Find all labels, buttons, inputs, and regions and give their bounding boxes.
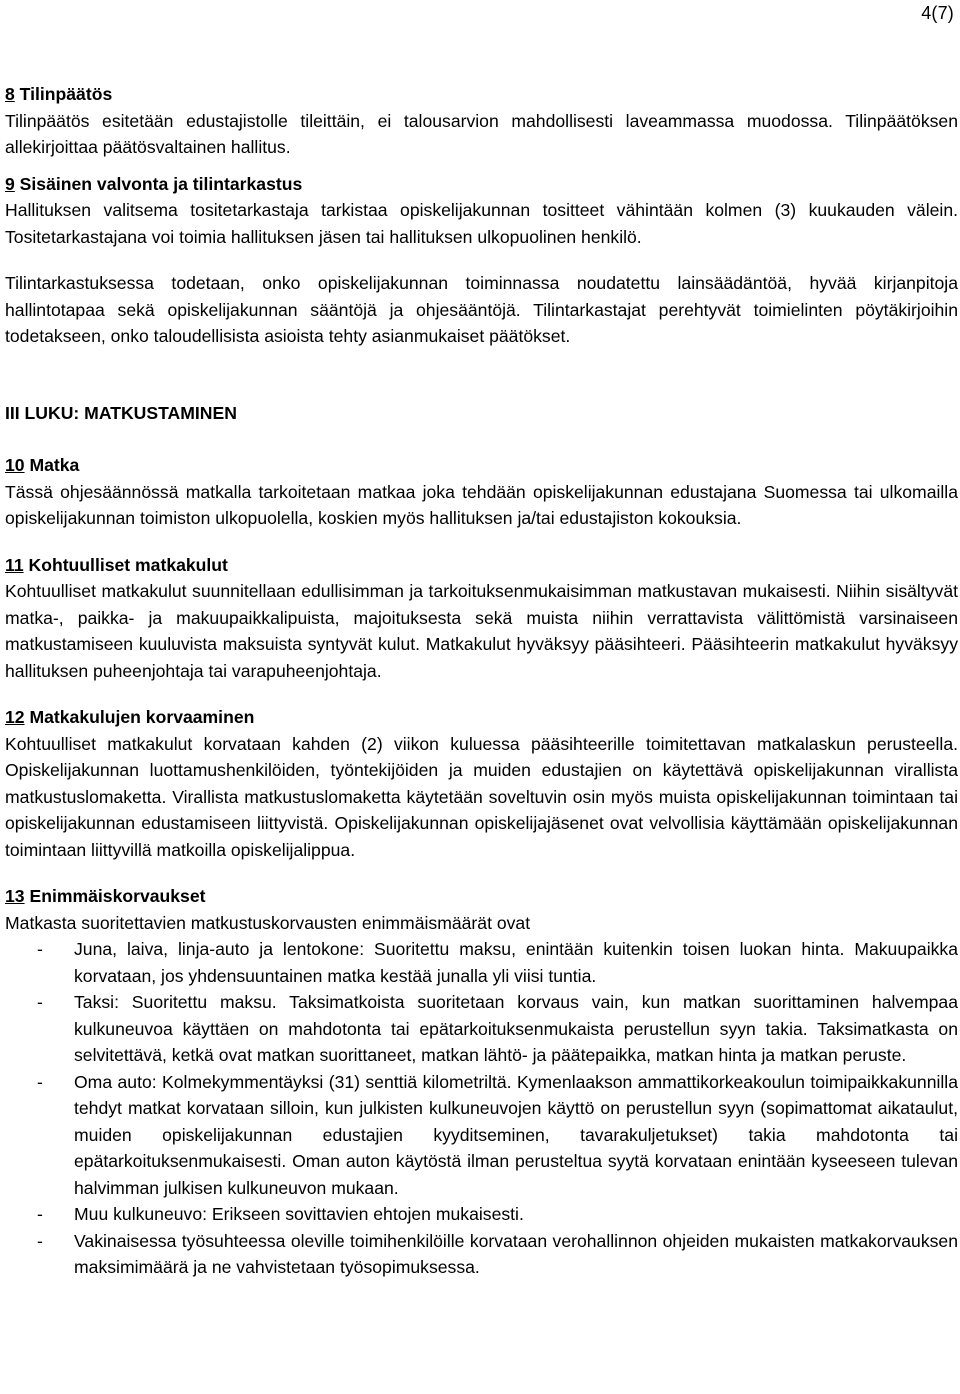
section-12-number: 12 bbox=[5, 707, 25, 727]
section-13-title: Enimmäiskorvaukset bbox=[24, 886, 206, 906]
list-item-text: Muu kulkuneuvo: Erikseen sovittavien ehtojen mukaisesti. bbox=[74, 1204, 524, 1224]
section-9-title: Sisäinen valvonta ja tilintarkastus bbox=[14, 173, 303, 194]
section-8-heading bbox=[5, 81, 958, 108]
list-item-text: Vakinaisessa työsuhteessa oleville toimihenkilöille korvataan verohallinnon ohjeiden mukaisten matkakorvauksen maksimimäärä ja ne vahvistetaan työsopimuksessa. bbox=[74, 1230, 958, 1277]
section-10-title: Matka bbox=[24, 455, 80, 475]
list-item bbox=[5, 1201, 958, 1228]
section-12-body: Kohtuulliset matkakulut korvataan kahden (2) viikon kuluessa pääsihteerille toimitettavan matkalaskun perusteella. Opiskelijakunnan luottamushenkilöiden, työntekijöiden ja muiden edustajien on käytettävä opiskelijakunnan virallista matkustuslomaketta. Virallista matkustuslomaketta käytetään soveltuvin osin myös muista opiskelijakunnan toimintaan tai opiskelijakunnan edustamiseen liittyvistä. Opiskelijakunnan opiskelijajäsenet ovat velvollisia käyttämään opiskelijakunnan toimintaan liittyvillä matkoilla opiskelijalippua. bbox=[5, 733, 958, 860]
list-dash: - bbox=[37, 1204, 43, 1224]
section-13-intro: Matkasta suoritettavien matkustuskorvausten enimmäismäärät ovat bbox=[5, 912, 531, 933]
list-item bbox=[5, 1228, 958, 1281]
section-11-body: Kohtuulliset matkakulut suunnitellaan edullisimman ja tarkoituksenmukaisimman matkustavan mukaisesti. Niihin sisältyvät matka-, paikka- ja makuupaikkalipuista, majoituksesta sekä muista niihin verrattavista välittömistä varsinaiseen matkustamiseen kuuluvista maksuista syntyvät kulut. Matkakulut hyväksyy pääsihteeri. Pääsihteerin matkakulut hyväksyy hallituksen puheenjohtaja tai varapuheenjohtaja. bbox=[5, 581, 958, 681]
document-body bbox=[5, 81, 958, 1281]
chapter-heading: III LUKU: MATKUSTAMINEN bbox=[5, 402, 237, 423]
section-11-heading bbox=[5, 552, 958, 579]
list-item bbox=[5, 989, 958, 1069]
list-item bbox=[5, 1069, 958, 1202]
page-number: 4(7) bbox=[921, 3, 954, 23]
section-9-heading bbox=[5, 171, 958, 198]
section-11-title: Kohtuulliset matkakulut bbox=[23, 554, 228, 575]
list-item-text: Juna, laiva, linja-auto ja lentokone: Suoritettu maksu, enintään kuitenkin toisen luokan hinta. Makuupaikka korvataan, jos yhdensuuntainen matka kestää junalla yli viisi tuntia. bbox=[74, 939, 958, 986]
compensation-list bbox=[5, 936, 958, 1281]
list-item bbox=[5, 936, 958, 989]
section-8-body: Tilinpäätös esitetään edustajistolle tileittäin, ei talousarvion mahdollisesti laveammassa muodossa. Tilinpäätöksen allekirjoittaa päätösvaltainen hallitus. bbox=[5, 110, 958, 157]
section-10-body: Tässä ohjesäännössä matkalla tarkoitetaan matkaa joka tehdään opiskelijakunnan edustajana Suomessa tai ulkomailla opiskelijakunnan toimiston ulkopuolella, koskien myös hallituksen ja/tai edustajiston kokouksia. bbox=[5, 481, 958, 528]
section-12-title: Matkakulujen korvaaminen bbox=[24, 707, 255, 727]
list-dash: - bbox=[37, 1071, 43, 1092]
list-dash: - bbox=[37, 1230, 43, 1251]
section-13-heading bbox=[5, 883, 958, 910]
section-9-paragraph-2: Tilintarkastuksessa todetaan, onko opiskelijakunnan toiminnassa noudatettu lainsäädäntöä, hyvää kirjanpitoja hallintotapaa sekä opiskelijakunnan sääntöjä ja ohjesääntöjä. Tilintarkastajat perehtyvät toimielinten pöytäkirjoihin todetakseen, onko taloudellisista asioista tehty asianmukaiset päätökset. bbox=[5, 273, 958, 346]
section-10-heading bbox=[5, 452, 958, 479]
section-9-paragraph-1: Hallituksen valitsema tositetarkastaja tarkistaa opiskelijakunnan tositteet vähintään kolmen (3) kuukauden välein. Tositetarkastajana voi toimia hallituksen jäsen tai hallituksen ulkopuolinen henkilö. bbox=[5, 200, 958, 247]
section-9-number: 9 bbox=[5, 173, 15, 194]
list-item-text: Oma auto: Kolmekymmentäyksi (31) senttiä kilometriltä. Kymenlaakson ammattikorkeakoulun toimipaikkakunnilla tehdyt matkat korvataan silloin, kun julkisten kulkuneuvojen käyttö on perustellun syyn (sopimattomat aikataulut, muiden opiskelijakunnan edustajien kyyditseminen, tavarakuljetukset) takia mahdotonta tai epätarkoituksenmukaisesti. Oman auton käytöstä ilman perusteltua syytä korvataan enintään kyseeseen tulevan halvimman julkisen kulkuneuvon mukaan. bbox=[74, 1071, 958, 1198]
section-12-heading bbox=[5, 704, 958, 731]
list-dash: - bbox=[37, 939, 43, 959]
list-dash: - bbox=[37, 992, 43, 1012]
section-8-title: Tilinpäätös bbox=[14, 84, 113, 104]
section-8-number: 8 bbox=[5, 84, 15, 104]
section-13-number: 13 bbox=[5, 886, 25, 906]
section-11-number: 11 bbox=[5, 554, 24, 575]
list-item-text: Taksi: Suoritettu maksu. Taksimatkoista suoritetaan korvaus vain, kun matkan suorittaminen halvempaa kulkuneuvoa käyttäen on mahdotonta tai epätarkoituksenmukaista perustellun syyn takia. Taksimatkasta on selvitettävä, ketkä ovat matkan suorittaneet, matkan lähtö- ja päätepaikka, matkan hinta ja matkan peruste. bbox=[74, 992, 958, 1065]
section-10-number: 10 bbox=[5, 455, 25, 475]
